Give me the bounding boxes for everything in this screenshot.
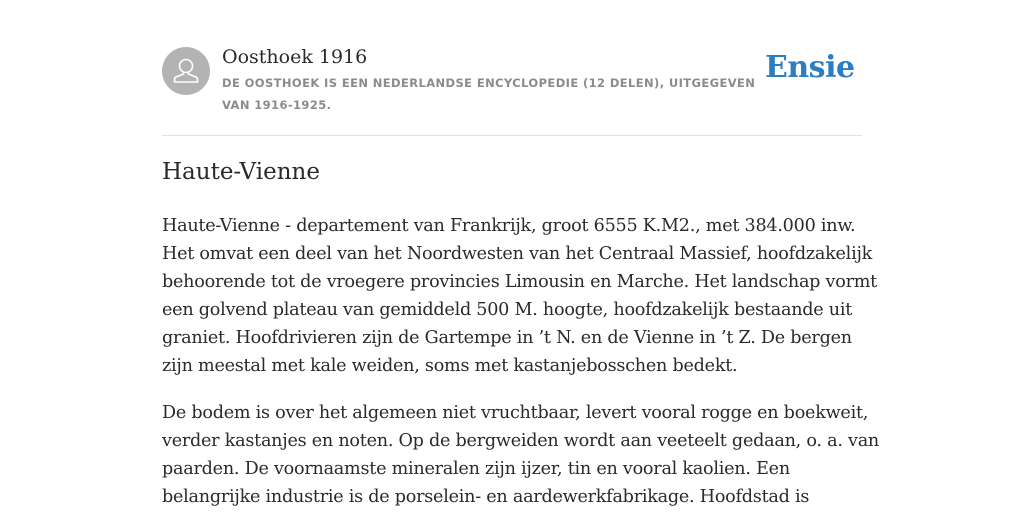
paragraph-line: Haute-Vienne - departement van Frankrijk, groot 6555 K.M2., met 384.000 inw. <box>162 216 856 236</box>
header-divider <box>162 135 862 136</box>
paragraph-line: een golvend plateau van gemiddeld 500 M. hoogte, hoofdzakelijk bestaande uit <box>162 300 853 320</box>
paragraph <box>162 399 880 511</box>
paragraph-line: paarden. De voornaamste mineralen zijn ijzer, tin en vooral kaolien. Een <box>162 459 790 479</box>
source-description <box>222 72 762 116</box>
author-avatar[interactable] <box>162 47 210 95</box>
article-title: Haute-Vienne <box>162 159 320 185</box>
paragraph-line: behoorende tot de vroegere provincies Limousin en Marche. Het landschap vormt <box>162 272 877 292</box>
user-icon <box>162 47 210 95</box>
source-title[interactable]: Oosthoek 1916 <box>222 46 368 68</box>
paragraph-line: belangrijke industrie is de porselein- en aardewerkfabrikage. Hoofdstad is <box>162 487 810 507</box>
paragraph-line: graniet. Hoofdrivieren zijn de Gartempe in ’t N. en de Vienne in ’t Z. De bergen <box>162 328 852 348</box>
paragraph-line: Het omvat een deel van het Noordwesten van het Centraal Massief, hoofdzakelijk <box>162 244 873 264</box>
paragraph-line: verder kastanjes en noten. Op de bergweiden wordt aan veeteelt gedaan, o. a. van <box>162 431 880 451</box>
paragraph-line: De bodem is over het algemeen niet vruchtbaar, levert vooral rogge en boekweit, <box>162 403 869 423</box>
source-description-line: VAN 1916-1925. <box>222 98 332 112</box>
source-description-line: DE OOSTHOEK IS EEN NEDERLANDSE ENCYCLOPEDIE (12 DELEN), UITGEGEVEN <box>222 76 756 90</box>
paragraph <box>162 212 877 380</box>
article-body <box>162 212 880 512</box>
ensie-logo[interactable]: Ensie <box>765 50 855 85</box>
paragraph-line: zijn meestal met kale weiden, soms met kastanjebosschen bedekt. <box>162 356 738 376</box>
